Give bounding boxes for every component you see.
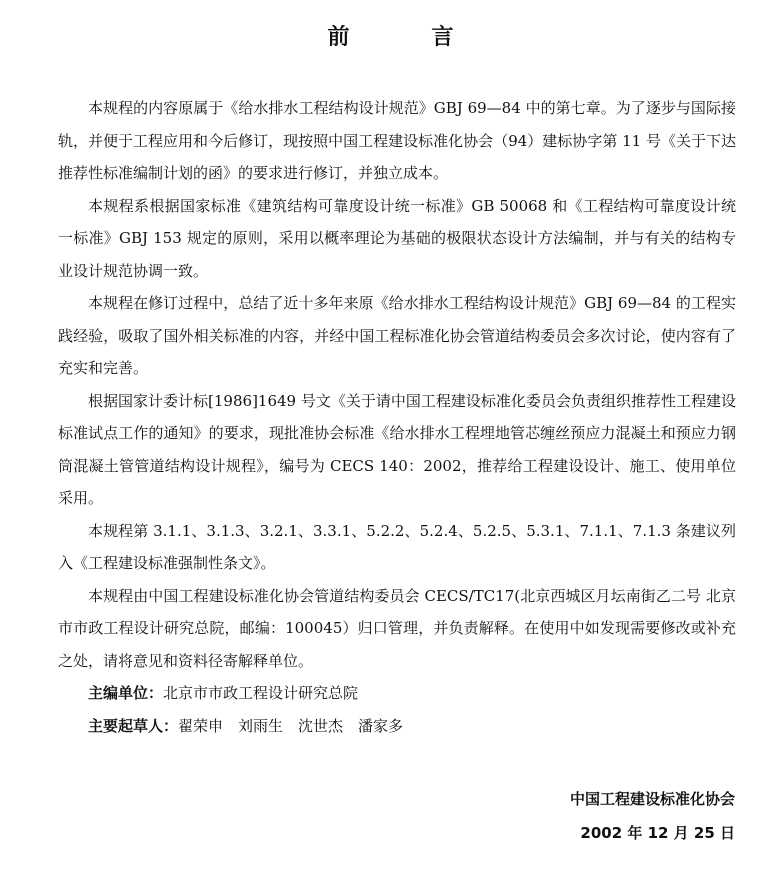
signature-date: 2002 年 12 月 25 日 bbox=[580, 824, 735, 842]
paragraph-mandatory-clauses: 本规程第 3.1.1、3.1.3、3.2.1、3.3.1、5.2.2、5.2.4、5.2.5、5.3.1、7.1.1、7.1.3 条建议列入《工程建设标准强制性条文》。 bbox=[58, 521, 736, 572]
document-body bbox=[58, 92, 736, 742]
chief-editor-label: 主编单位： bbox=[88, 684, 164, 702]
paragraph-approval: 根据国家计委计标[1986]1649 号文《关于请中国工程建设标准化委员会负责组织推荐性工程建设标准试点工作的通知》的要求，现批准协会标准《给水排水工程埋地管芯缠丝预应力混凝土和预应力钢筒混凝土管管道结构设计规程》，编号为 CECS 140：2002，推荐给工程建设设计、施工、使用单位采用。 bbox=[58, 391, 736, 507]
paragraph-basis: 本规程系根据国家标准《建筑结构可靠度设计统一标准》GB 50068 和《工程结构可靠度设计统一标准》GBJ 153 规定的原则，采用以概率理论为基础的极限状态设计方法编制，并与有关的结构专业设计规范协调一致。 bbox=[58, 196, 736, 280]
main-drafters-label: 主要起草人： bbox=[88, 716, 179, 735]
paragraph-revision: 本规程在修订过程中，总结了近十多年来原《给水排水工程结构设计规范》GBJ 69—84 的工程实践经验，吸取了国外相关标准的内容，并经中国工程标准化协会管道结构委员会多次讨论，使内容有了充实和完善。 bbox=[58, 294, 736, 377]
main-drafters-line bbox=[58, 710, 736, 743]
chief-editor-value: 北京市市政工程设计研究总院 bbox=[163, 684, 359, 702]
paragraph-origin: 本规程的内容原属于《给水排水工程结构设计规范》GBJ 69—84 中的第七章。为了逐步与国际接轨，并便于工程应用和今后修订，现按照中国工程建设标准化协会（94）建标协字第 11 号《关于下达推荐性标准编制计划的函》的要求进行修订，并独立成本。 bbox=[58, 99, 736, 182]
chief-editor-line bbox=[58, 677, 736, 710]
main-drafters-value: 翟荣申 刘雨生 沈世杰 潘家多 bbox=[178, 716, 404, 735]
page-title: 前 言 bbox=[327, 25, 484, 50]
paragraph-management: 本规程由中国工程建设标准化协会管道结构委员会 CECS/TC17(北京西城区月坛南街乙二号 北京市市政工程设计研究总院，邮编：100045）归口管理，并负责解释。在使用中如发现需要修改或补充之处，请将意见和资料径寄解释单位。 bbox=[58, 586, 736, 670]
signature-organization: 中国工程建设标准化协会 bbox=[569, 790, 735, 808]
